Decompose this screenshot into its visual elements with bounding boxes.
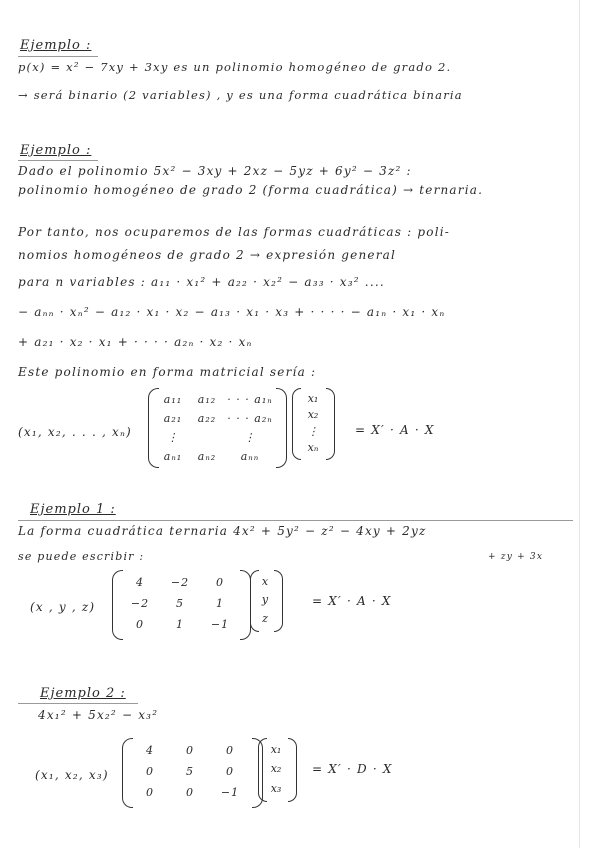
heading-rule	[18, 703, 138, 704]
text-line: polinomio homogéneo de grado 2 (forma cuadrática) → ternaria.	[18, 183, 484, 197]
matrix-cell: 4	[136, 576, 144, 589]
vector-entry: z	[262, 612, 268, 626]
column-vector	[256, 572, 274, 628]
matrix-cell: 0	[226, 765, 234, 778]
matrix-cell: a₁₂	[197, 393, 217, 406]
matrix-result: = X′ · A · X	[355, 423, 435, 437]
matrix-cell: −2	[170, 576, 190, 589]
text-line: La forma cuadrática ternaria 4x² + 5y² − z² − 4xy + 2yz	[18, 524, 427, 538]
vector-entry: xₙ	[307, 441, 319, 455]
text-line: 4x₁² + 5x₂² − x₃²	[38, 708, 159, 722]
row-vector: (x , y , z)	[30, 600, 96, 614]
example-heading-2: Ejemplo :	[20, 143, 92, 158]
example-heading-4: Ejemplo 2 :	[40, 686, 126, 701]
vector-entry: y	[261, 593, 269, 607]
text-line: Dado el polinomio 5x² − 3xy + 2xz − 5yz + 6y² − 3z² :	[18, 164, 412, 178]
heading-rule	[18, 56, 98, 57]
matrix-result: = X′ · D · X	[312, 762, 393, 776]
matrix-cell: ⋮	[167, 431, 179, 444]
heading-rule	[18, 160, 98, 161]
matrix-cell: aₙₙ	[240, 450, 260, 463]
matrix-cell: aₙ₂	[197, 450, 217, 463]
matrix-cell: · · · a₁ₙ	[227, 393, 273, 406]
text-line: se puede escribir :	[18, 550, 145, 563]
matrix-cell: 1	[216, 597, 224, 610]
vector-right-paren	[288, 738, 297, 802]
matrix-cell: ⋮	[244, 431, 256, 444]
example-heading-3: Ejemplo 1 :	[30, 502, 116, 517]
matrix-cell: −1	[210, 618, 230, 631]
vector-entry: x₂	[270, 762, 282, 776]
section-rule	[18, 520, 573, 521]
coefficient-matrix	[120, 572, 240, 636]
vector-entry: x₁	[307, 391, 319, 405]
matrix-cell: 0	[186, 744, 194, 757]
column-vector	[300, 390, 326, 456]
matrix-cell: 0	[146, 765, 154, 778]
matrix-cell: −2	[130, 597, 150, 610]
vector-entry: ⋮	[307, 424, 319, 438]
coefficient-matrix	[156, 390, 276, 466]
text-line: Por tanto, nos ocuparemos de las formas cuadráticas : poli-	[18, 225, 451, 239]
text-line: + a₂₁ · x₂ · x₁ + · · · · a₂ₙ · x₂ · xₙ	[18, 335, 253, 349]
vector-entry: x	[261, 574, 269, 588]
matrix-cell: a₂₁	[163, 412, 183, 425]
text-line: → será binario (2 variables) , y es una forma cuadrática binaria	[18, 88, 463, 102]
matrix-cell: a₁₁	[163, 393, 183, 406]
text-line: − aₙₙ · xₙ² − a₁₂ · x₁ · x₂ − a₁₃ · x₁ · x₃ + · · · · − a₁ₙ · x₁ · xₙ	[18, 305, 446, 319]
text-line: Este polinomio en forma matricial sería :	[18, 365, 317, 379]
margin-rule	[579, 0, 580, 848]
matrix-cell: aₙ₁	[163, 450, 183, 463]
matrix-cell: 5	[176, 597, 184, 610]
vector-right-paren	[274, 570, 283, 632]
matrix-cell: 0	[226, 744, 234, 757]
matrix-cell: −1	[220, 786, 240, 799]
matrix-cell: 0	[136, 618, 144, 631]
matrix-right-paren	[276, 388, 287, 468]
matrix-cell: 4	[146, 744, 154, 757]
text-line: p(x) = x² − 7xy + 3xy es un polinomio homogéneo de grado 2.	[18, 60, 452, 74]
matrix-cell: a₂₂	[197, 412, 217, 425]
example-heading-1: Ejemplo :	[20, 38, 92, 53]
vector-entry: x₁	[270, 743, 282, 757]
vector-entry: x₃	[270, 781, 282, 795]
matrix-result: = X′ · A · X	[312, 594, 392, 608]
text-line: para n variables : a₁₁ · x₁² + a₂₂ · x₂² − a₃₃ · x₃² ....	[18, 275, 385, 289]
matrix-cell: 5	[186, 765, 194, 778]
matrix-cell: 0	[186, 786, 194, 799]
matrix-cell: · · · a₂ₙ	[227, 412, 273, 425]
row-vector: (x₁, x₂, . . . , xₙ)	[18, 425, 132, 439]
matrix-cell: 1	[176, 618, 184, 631]
vector-entry: x₂	[307, 408, 319, 422]
matrix-cell: 0	[216, 576, 224, 589]
margin-note: + zy + 3x	[488, 552, 544, 562]
text-line: nomios homogéneos de grado 2 → expresión general	[18, 248, 397, 262]
matrix-cell: 0	[146, 786, 154, 799]
column-vector	[264, 740, 288, 798]
coefficient-matrix	[130, 740, 250, 804]
vector-right-paren	[326, 388, 335, 460]
row-vector: (x₁, x₂, x₃)	[35, 768, 109, 782]
